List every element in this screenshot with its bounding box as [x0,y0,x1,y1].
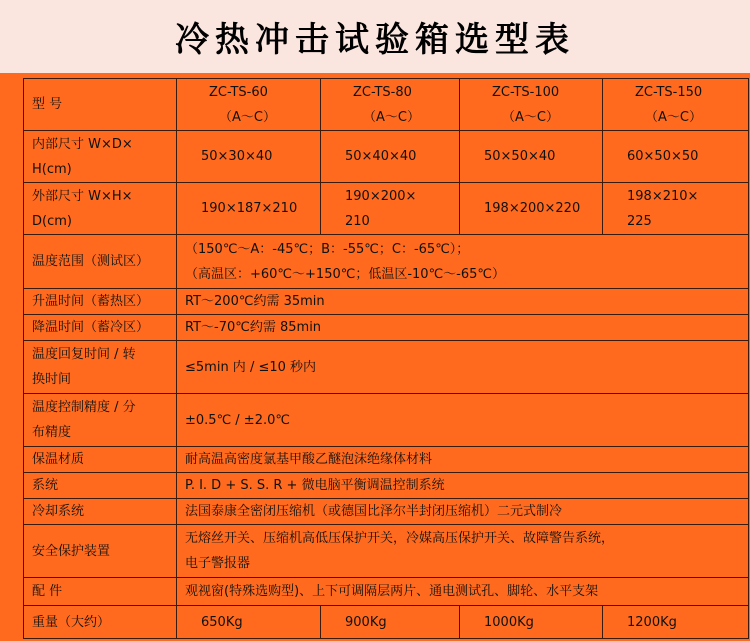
row-temp-range [24,235,749,289]
label-model: 型 号 [24,79,177,131]
model-variant: （A～C） [219,109,276,125]
row-cool-time [24,315,749,341]
accessories-value: 观视窗(特殊选购型)、上下可调隔层两片、通电测试孔、脚轮、水平支架 [177,578,749,606]
label-inner-size: 内部尺寸 W×D× H(cm) [24,131,177,183]
model-cell [321,79,460,131]
row-recovery [24,341,749,394]
model-cell [603,79,749,131]
recovery-value: ≤5min 内 / ≤10 秒内 [177,341,749,394]
inner-size-value: 50×30×40 [177,131,321,183]
label-insulation: 保温材质 [24,447,177,473]
outer-size-value: 190×200× 210 [321,183,460,235]
row-system [24,473,749,499]
model-name: ZC-TS-100 [492,84,560,100]
safety-value: 无熔丝开关、压缩机高低压保护开关，冷媒高压保护开关、故障警告系统， 电子警报器 [177,525,749,578]
model-name: ZC-TS-150 [635,84,703,100]
row-inner-size [24,131,749,183]
label-recovery: 温度回复时间 / 转 换时间 [24,341,177,394]
heat-time-value: RT～200℃约需 35min [177,289,749,315]
row-model [24,79,749,131]
model-cell [460,79,603,131]
row-accessories [24,578,749,606]
model-cell [177,79,321,131]
cool-time-value: RT～-70℃约需 85min [177,315,749,341]
weight-value: 900Kg [321,606,460,639]
spec-table [23,78,749,639]
spec-sheet [0,73,750,641]
label-accuracy: 温度控制精度 / 分 布精度 [24,394,177,447]
temp-range-value: （150℃～A：-45℃；B：-55℃；C：-65℃）； （高温区：+60℃～+150℃；低温区-10℃～-65℃） [177,235,749,289]
inner-size-value: 60×50×50 [603,131,749,183]
row-insulation [24,447,749,473]
row-weight [24,606,749,639]
row-safety [24,525,749,578]
outer-size-value: 198×210× 225 [603,183,749,235]
inner-size-value: 50×40×40 [321,131,460,183]
label-accessories: 配 件 [24,578,177,606]
outer-size-value: 190×187×210 [177,183,321,235]
system-value: P. I. D + S. S. R + 微电脑平衡调温控制系统 [177,473,749,499]
label-cooling: 冷却系统 [24,499,177,525]
label-heat-time: 升温时间（蓄热区） [24,289,177,315]
outer-size-value: 198×200×220 [460,183,603,235]
model-variant: （A～C） [645,109,702,125]
row-outer-size [24,183,749,235]
model-name: ZC-TS-60 [209,84,268,100]
model-name: ZC-TS-80 [353,84,412,100]
title-bar [0,0,750,72]
weight-value: 1200Kg [603,606,749,639]
model-variant: （A～C） [363,109,420,125]
label-outer-size: 外部尺寸 W×H× D(cm) [24,183,177,235]
label-safety: 安全保护装置 [24,525,177,578]
inner-size-value: 50×50×40 [460,131,603,183]
accuracy-value: ±0.5℃ / ±2.0℃ [177,394,749,447]
label-temp-range: 温度范围（测试区） [24,235,177,289]
weight-value: 650Kg [177,606,321,639]
row-heat-time [24,289,749,315]
label-cool-time: 降温时间（蓄冷区） [24,315,177,341]
model-variant: （A～C） [502,109,559,125]
page-title: 冷热冲击试验箱选型表 [175,19,575,60]
weight-value: 1000Kg [460,606,603,639]
cooling-value: 法国泰康全密闭压缩机（或德国比泽尔半封闭压缩机）二元式制冷 [177,499,749,525]
label-weight: 重量（大约） [24,606,177,639]
row-cooling [24,499,749,525]
row-accuracy [24,394,749,447]
label-system: 系统 [24,473,177,499]
insulation-value: 耐高温高密度氯基甲酸乙醚泡沫绝缘体材料 [177,447,749,473]
